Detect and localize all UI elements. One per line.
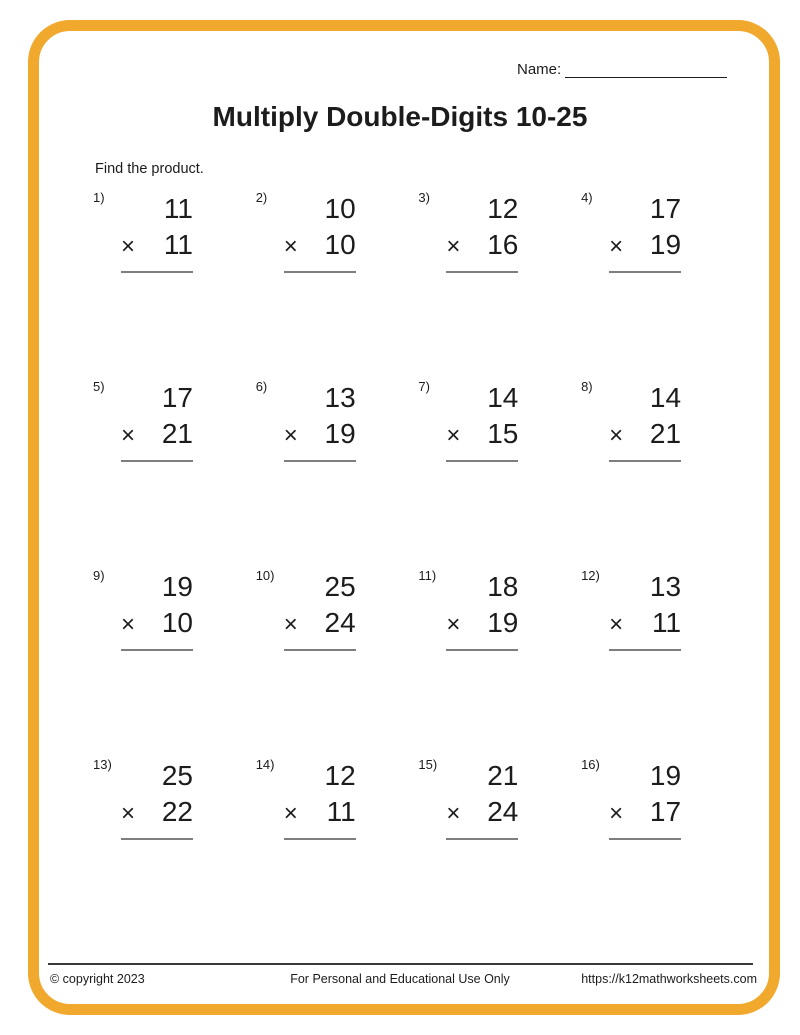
multiplier: 11 — [651, 607, 682, 638]
multiply-sign: × — [609, 422, 624, 449]
problem-work-area — [609, 570, 681, 651]
multiplicand: 25 — [161, 760, 193, 791]
multiply-sign: × — [609, 233, 624, 260]
multiply-sign: × — [121, 233, 136, 260]
multiplier: 11 — [163, 229, 193, 260]
multiplier: 10 — [324, 229, 356, 260]
problem-10 — [256, 566, 419, 755]
problem-13 — [93, 755, 256, 944]
multiply-sign: × — [446, 800, 461, 827]
problem-number: 6) — [255, 379, 268, 394]
multiply-sign: × — [121, 422, 136, 449]
problem-number: 13) — [93, 757, 112, 772]
problem-number: 2) — [255, 190, 268, 205]
multiply-sign: × — [283, 611, 298, 638]
multiplier: 11 — [326, 796, 356, 827]
footer-divider — [48, 963, 753, 965]
multiplicand: 12 — [324, 760, 356, 791]
problem-work-area — [284, 381, 356, 462]
problem-number: 8) — [581, 379, 593, 394]
multiplier: 24 — [487, 796, 519, 827]
problem-work-area — [121, 570, 193, 651]
problem-11 — [418, 566, 581, 755]
problem-number: 1) — [93, 190, 105, 205]
multiplier: 24 — [324, 607, 356, 638]
problem-number: 3) — [418, 190, 430, 205]
multiplicand: 12 — [487, 193, 519, 224]
multiply-sign: × — [446, 422, 461, 449]
problem-work-area — [446, 570, 518, 651]
multiplier: 19 — [487, 607, 519, 638]
multiplicand: 13 — [649, 571, 682, 602]
multiply-sign: × — [283, 233, 298, 260]
multiplier: 15 — [487, 418, 519, 449]
multiplier: 22 — [161, 796, 193, 827]
multiplicand: 17 — [161, 382, 193, 413]
problem-work-area — [121, 759, 193, 840]
problem-work-area — [446, 192, 518, 273]
multiplier: 19 — [324, 418, 356, 449]
instruction-text: Find the product. — [95, 161, 204, 177]
multiplicand: 25 — [324, 571, 356, 602]
problem-16 — [581, 755, 744, 944]
problem-work-area — [121, 381, 193, 462]
multiplier: 21 — [649, 418, 682, 449]
multiply-sign: × — [609, 611, 624, 638]
problem-number: 7) — [418, 379, 430, 394]
problem-work-area — [284, 759, 356, 840]
multiplicand: 14 — [487, 382, 519, 413]
multiply-sign: × — [121, 800, 136, 827]
multiplier: 21 — [161, 418, 193, 449]
multiplier: 19 — [649, 229, 682, 260]
problem-14 — [256, 755, 419, 944]
multiply-sign: × — [446, 611, 461, 638]
problem-5 — [93, 377, 256, 566]
problem-work-area — [446, 759, 518, 840]
problem-work-area — [121, 192, 193, 273]
problem-9 — [93, 566, 256, 755]
problem-number: 10) — [255, 568, 275, 583]
problem-work-area — [609, 192, 681, 273]
multiplicand: 19 — [649, 760, 682, 791]
multiplicand: 14 — [649, 382, 682, 413]
problem-number: 11) — [418, 568, 437, 583]
copyright-text: © copyright 2023 — [50, 972, 145, 986]
problem-12 — [581, 566, 744, 755]
problem-15 — [418, 755, 581, 944]
multiplicand: 17 — [649, 193, 682, 224]
multiplicand: 21 — [487, 760, 519, 791]
problem-work-area — [446, 381, 518, 462]
multiply-sign: × — [609, 800, 624, 827]
multiplier: 16 — [487, 229, 519, 260]
site-url[interactable]: https://k12mathworksheets.com — [581, 972, 757, 986]
multiply-sign: × — [121, 611, 136, 638]
multiply-sign: × — [283, 800, 298, 827]
problem-number: 15) — [418, 757, 438, 772]
problems-grid — [93, 188, 744, 944]
problem-work-area — [284, 192, 356, 273]
worksheet-title: Multiply Double-Digits 10-25 — [212, 101, 588, 132]
problem-number: 12) — [581, 568, 600, 583]
multiplicand: 13 — [324, 382, 356, 413]
problem-8 — [581, 377, 744, 566]
usage-text: For Personal and Educational Use Only — [290, 972, 510, 986]
name-blank-line — [565, 60, 727, 78]
problem-2 — [256, 188, 419, 377]
problem-work-area — [609, 759, 681, 840]
name-row — [517, 60, 727, 78]
problem-work-area — [609, 381, 681, 462]
name-label: Name: — [517, 61, 562, 78]
problem-number: 5) — [93, 379, 105, 394]
multiplicand: 10 — [324, 193, 356, 224]
problem-4 — [581, 188, 744, 377]
problem-work-area — [284, 570, 356, 651]
multiplicand: 18 — [487, 571, 519, 602]
problem-7 — [418, 377, 581, 566]
problem-number: 16) — [581, 757, 600, 772]
problem-3 — [418, 188, 581, 377]
multiplier: 10 — [161, 607, 193, 638]
multiplicand: 19 — [161, 571, 193, 602]
multiplier: 17 — [649, 796, 682, 827]
problem-1 — [93, 188, 256, 377]
multiplicand: 11 — [163, 193, 193, 224]
problem-6 — [256, 377, 419, 566]
problem-number: 4) — [581, 190, 593, 205]
problem-number: 14) — [255, 757, 275, 772]
multiply-sign: × — [283, 422, 298, 449]
problem-number: 9) — [93, 568, 105, 583]
multiply-sign: × — [446, 233, 461, 260]
